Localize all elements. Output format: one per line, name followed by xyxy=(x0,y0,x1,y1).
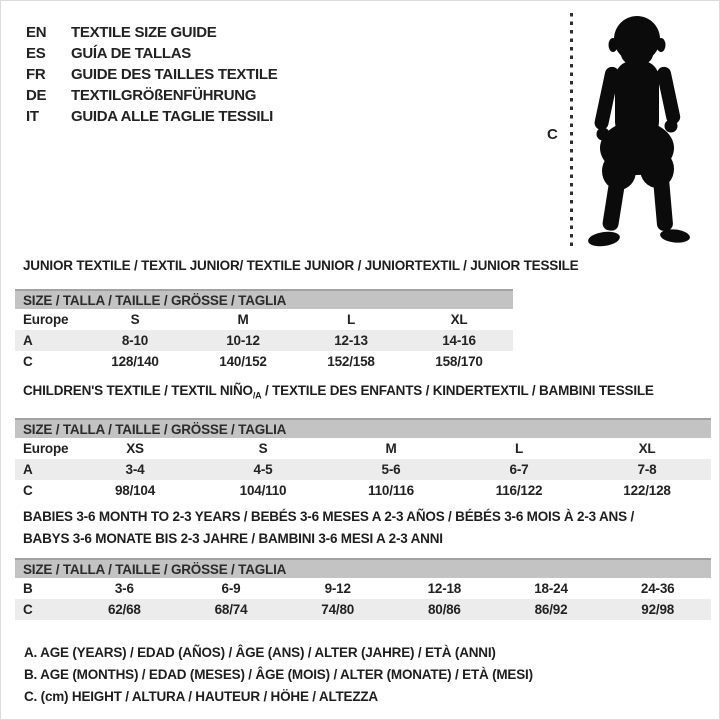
size-cell: XL xyxy=(450,312,468,327)
babies-table-title xyxy=(23,506,634,550)
junior-table-title: JUNIOR TEXTILE / TEXTIL JUNIOR/ TEXTILE JUNIOR / JUNIORTEXTIL / JUNIOR TESSILE xyxy=(23,258,579,273)
babies-size-table xyxy=(15,558,711,620)
table-row-age-months xyxy=(15,578,711,599)
value-cell: 7-8 xyxy=(637,462,657,477)
title-line-1: BABIES 3-6 MONTH TO 2-3 YEARS / BEBÉS 3-6 MESES A 2-3 AÑOS / BÉBÉS 3-6 MOIS À 2-3 ANS / xyxy=(23,509,634,524)
title-text: / TEXTILE DES ENFANTS / KINDERTEXTIL / BAMBINI TESSILE xyxy=(261,383,654,398)
language-row-en xyxy=(26,22,277,43)
row-label: C xyxy=(23,602,33,617)
value-cell: 80/86 xyxy=(427,602,461,617)
table-row-europe xyxy=(15,309,513,330)
value-cell: 6-7 xyxy=(509,462,529,477)
value-cell: 4-5 xyxy=(253,462,273,477)
value-cell: 128/140 xyxy=(111,354,159,369)
value-cell: 62/68 xyxy=(107,602,141,617)
language-title: GUIDE DES TAILLES TEXTILE xyxy=(71,66,278,83)
row-label: Europe xyxy=(23,441,69,456)
size-cell: M xyxy=(237,312,249,327)
language-title: GUÍA DE TALLAS xyxy=(71,45,191,62)
language-code: FR xyxy=(26,66,46,83)
language-row-fr xyxy=(26,64,277,85)
table-row-height xyxy=(15,599,711,620)
value-cell: 14-16 xyxy=(442,333,476,348)
value-cell: 3-4 xyxy=(125,462,145,477)
height-dotted-line xyxy=(570,13,573,251)
value-cell: 152/158 xyxy=(327,354,375,369)
language-row-es xyxy=(26,43,277,64)
value-cell: 74/80 xyxy=(321,602,355,617)
row-label: B xyxy=(23,581,33,596)
value-cell: 12-13 xyxy=(334,333,368,348)
value-cell: 8-10 xyxy=(121,333,149,348)
legend-note-b: B. AGE (MONTHS) / EDAD (MESES) / ÂGE (MOIS) / ALTER (MONATE) / ETÀ (MESI) xyxy=(24,667,533,682)
language-title: TEXTILE SIZE GUIDE xyxy=(71,24,217,41)
language-row-it xyxy=(26,106,277,127)
size-cell: L xyxy=(346,312,356,327)
value-cell: 122/128 xyxy=(623,483,671,498)
language-code: DE xyxy=(26,87,47,104)
value-cell: 104/110 xyxy=(239,483,287,498)
language-title: GUIDA ALLE TAGLIE TESSILI xyxy=(71,108,273,125)
size-cell: M xyxy=(385,441,397,456)
value-cell: 6-9 xyxy=(221,581,241,596)
junior-size-table xyxy=(15,289,513,372)
value-cell: 110/116 xyxy=(368,483,414,498)
language-row-de xyxy=(26,85,277,106)
value-cell: 86/92 xyxy=(534,602,568,617)
table-row-age xyxy=(15,330,513,351)
value-cell: 116/122 xyxy=(495,483,543,498)
size-cell: L xyxy=(514,441,524,456)
legend-notes xyxy=(24,642,533,708)
toddler-silhouette-icon xyxy=(578,7,705,251)
row-label: C xyxy=(23,354,33,369)
legend-note-a: A. AGE (YEARS) / EDAD (AÑOS) / ÂGE (ANS) / ALTER (JAHRE) / ETÀ (ANNI) xyxy=(24,645,496,660)
value-cell: 10-12 xyxy=(226,333,260,348)
height-marker-label: C xyxy=(547,126,558,143)
row-label: Europe xyxy=(23,312,69,327)
legend-note-c: C. (cm) HEIGHT / ALTURA / HAUTEUR / HÖHE / ALTEZZA xyxy=(24,689,378,704)
table-row-height xyxy=(15,351,513,372)
value-cell: 3-6 xyxy=(114,581,134,596)
size-cell: XS xyxy=(126,441,144,456)
value-cell: 18-24 xyxy=(534,581,568,596)
value-cell: 24-36 xyxy=(640,581,675,596)
value-cell: 9-12 xyxy=(324,581,351,596)
size-header-bar: SIZE / TALLA / TAILLE / GRÖSSE / TAGLIA xyxy=(15,558,711,578)
value-cell: 158/170 xyxy=(435,354,483,369)
size-cell: S xyxy=(130,312,140,327)
title-line-2: BABYS 3-6 MONATE BIS 2-3 JAHRE / BAMBINI 3-6 MESI A 2-3 ANNI xyxy=(23,531,443,546)
value-cell: 98/104 xyxy=(114,483,156,498)
size-header-bar: SIZE / TALLA / TAILLE / GRÖSSE / TAGLIA xyxy=(15,289,513,309)
row-label: A xyxy=(23,333,33,348)
row-label: A xyxy=(23,462,33,477)
language-code: EN xyxy=(26,24,47,41)
language-title-list xyxy=(26,22,277,127)
value-cell: 68/74 xyxy=(214,602,248,617)
language-code: IT xyxy=(26,108,39,125)
title-text: CHILDREN'S TEXTILE / TEXTIL NIÑO xyxy=(23,383,253,398)
language-code: ES xyxy=(26,45,46,62)
children-size-table xyxy=(15,418,711,501)
table-row-europe xyxy=(15,438,711,459)
title-subscript: /A xyxy=(252,390,262,401)
language-title: TEXTILGRÖßENFÜHRUNG xyxy=(71,87,257,104)
row-label: C xyxy=(23,483,33,498)
table-row-age xyxy=(15,459,711,480)
value-cell: 92/98 xyxy=(641,602,675,617)
size-cell: XL xyxy=(638,441,656,456)
value-cell: 12-18 xyxy=(427,581,462,596)
table-row-height xyxy=(15,480,711,501)
value-cell: 140/152 xyxy=(219,354,267,369)
size-header-bar: SIZE / TALLA / TAILLE / GRÖSSE / TAGLIA xyxy=(15,418,711,438)
children-table-title xyxy=(23,383,654,401)
value-cell: 5-6 xyxy=(381,462,401,477)
size-cell: S xyxy=(258,441,268,456)
